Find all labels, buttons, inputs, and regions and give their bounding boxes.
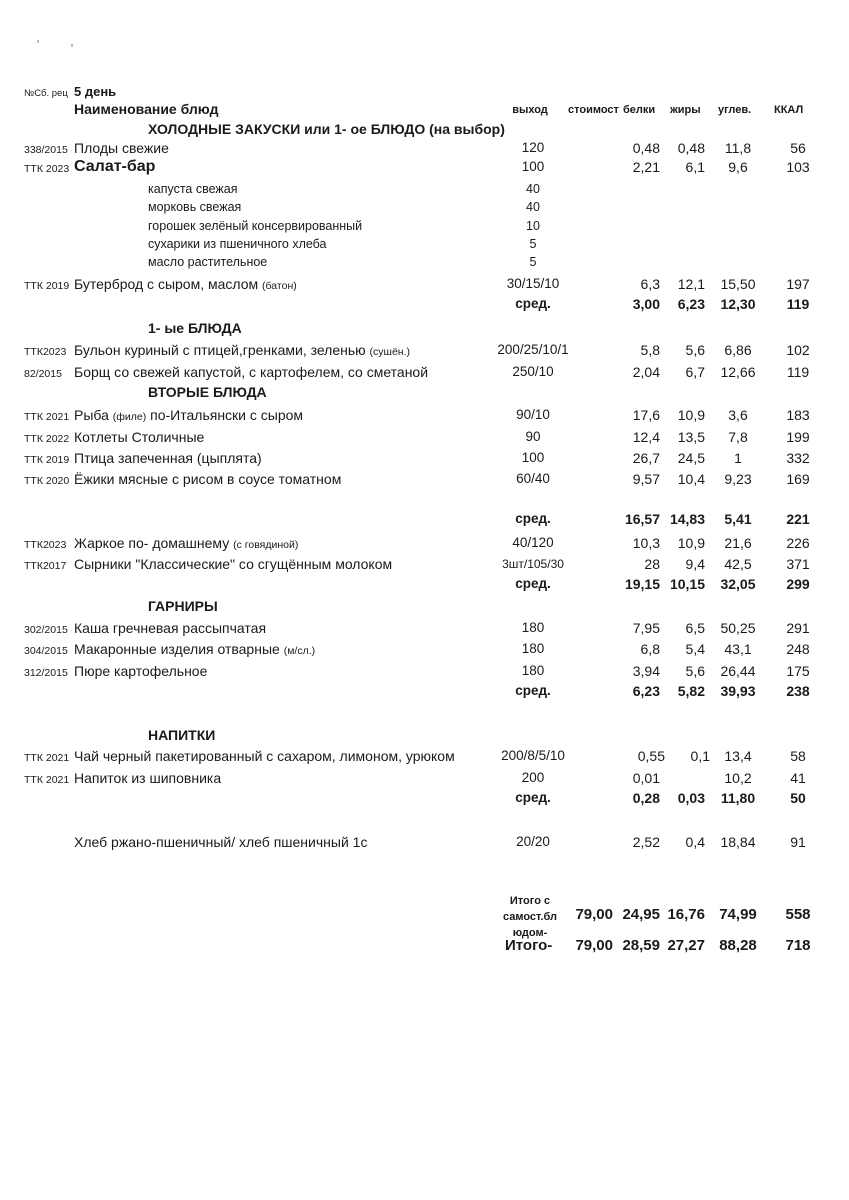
kcal-value: 103 — [786, 159, 810, 175]
dish-output: 100 — [521, 450, 545, 465]
fat-value: 27,27 — [667, 937, 705, 954]
carbs-value: 1 — [734, 450, 742, 466]
kcal-value: 558 — [785, 906, 811, 923]
table-row — [0, 834, 849, 854]
kcal-value: 119 — [786, 296, 810, 312]
dish-name: Салат-бар — [74, 158, 156, 175]
total-row — [0, 937, 849, 957]
protein-value: 17,6 — [632, 407, 660, 423]
table-row — [0, 140, 849, 160]
recipe-code: ТТК2017 — [24, 560, 67, 572]
dish-output: 20/20 — [516, 834, 550, 849]
carbs-value: 11,8 — [724, 140, 752, 156]
kcal-value: 197 — [786, 276, 810, 292]
kcal-value: 332 — [786, 450, 810, 466]
dish-note: (батон) — [262, 280, 297, 292]
carbs-value: 12,30 — [720, 296, 756, 312]
dish-name: Птица запеченная (цыплята) — [74, 450, 262, 466]
ingredient-name: капуста свежая — [148, 182, 238, 196]
table-row — [0, 620, 849, 640]
average-row — [0, 296, 849, 316]
ingredient-name: горошек зелёный консервированный — [148, 219, 363, 233]
recipe-code: ТТК2023 — [24, 346, 67, 358]
carbs-value: 10,2 — [724, 770, 752, 786]
ingredient-row — [0, 182, 849, 202]
kcal-value: 299 — [786, 576, 810, 592]
dish-output: 40/120 — [512, 535, 554, 550]
protein-value: 10,3 — [632, 535, 660, 551]
dish-output: 180 — [521, 641, 545, 656]
dish-name: Напиток из шиповника — [74, 770, 222, 786]
dish-output: 180 — [521, 620, 545, 635]
section-cold — [0, 121, 849, 141]
cost-value: 79,00 — [575, 906, 613, 923]
fat-value: 10,9 — [677, 407, 705, 423]
recipe-code: 302/2015 — [24, 624, 68, 636]
section-first — [0, 320, 849, 340]
col-cost-header: стоимост — [568, 104, 619, 116]
dish-note: (сушён.) — [369, 346, 411, 358]
recipe-code: 338/2015 — [24, 144, 68, 156]
carbs-value: 9,23 — [724, 471, 752, 487]
dish-name-text: Рыба — [74, 407, 109, 423]
dish-note: (м/сл.) — [283, 645, 316, 657]
table-row — [0, 641, 849, 661]
recipe-code: ТТК 2021 — [24, 752, 70, 764]
fat-value: 6,5 — [685, 620, 705, 636]
fat-value: 16,76 — [667, 906, 705, 923]
subtotal-label-line: Итого с — [509, 895, 551, 907]
carbs-value: 32,05 — [720, 576, 756, 592]
dish-name: Ёжики мясные с рисом в соусе томатном — [74, 471, 342, 487]
recipe-code: 82/2015 — [24, 368, 62, 380]
kcal-value: 291 — [786, 620, 810, 636]
scan-speck — [37, 40, 39, 43]
protein-value: 12,4 — [632, 429, 660, 445]
average-label: сред. — [515, 296, 551, 311]
kcal-value: 199 — [786, 429, 810, 445]
carbs-value: 13,4 — [724, 748, 752, 764]
table-row — [0, 770, 849, 790]
kcal-value: 102 — [786, 342, 810, 358]
carbs-value: 21,6 — [724, 535, 752, 551]
fat-value: 6,23 — [677, 296, 705, 312]
kcal-value: 238 — [786, 683, 810, 699]
dish-output: 100 — [521, 159, 545, 174]
ingredient-output: 40 — [526, 182, 540, 196]
kcal-value: 226 — [786, 535, 810, 551]
table-row — [0, 471, 849, 491]
kcal-value: 718 — [785, 937, 811, 954]
carbs-value: 15,50 — [720, 276, 756, 292]
average-row — [0, 511, 849, 531]
kcal-value: 56 — [790, 140, 806, 156]
fat-value: 5,82 — [677, 683, 705, 699]
section-title: 1- ые БЛЮДА — [148, 320, 242, 336]
dish-name: Сырники "Классические" со сгущённым молоком — [74, 556, 393, 572]
dish-output: 30/15/10 — [506, 276, 560, 291]
table-row — [0, 535, 849, 555]
dish-name: Котлеты Столичные — [74, 429, 205, 445]
carbs-value: 74,99 — [719, 906, 757, 923]
ingredient-name: морковь свежая — [148, 200, 242, 214]
section-title: ГАРНИРЫ — [148, 598, 218, 614]
section-drinks — [0, 727, 849, 747]
protein-value: 5,8 — [640, 342, 660, 358]
dish-output: 90 — [525, 429, 541, 444]
table-row — [0, 429, 849, 449]
protein-value: 16,57 — [624, 511, 660, 527]
dish-note: (филе) — [112, 411, 147, 423]
dish-name-text: Бульон куриный с птицей,гренками, зеленью — [74, 342, 366, 358]
kcal-value: 183 — [786, 407, 810, 423]
protein-value: 3,94 — [632, 663, 660, 679]
dish-output: 200 — [521, 770, 545, 785]
subtotal-label-line: юдом- — [512, 927, 548, 939]
table-row — [0, 450, 849, 470]
fat-value: 14,83 — [669, 511, 705, 527]
dish-output: 200/8/5/10 — [501, 748, 565, 763]
dish-name: Каша гречневая рассыпчатая — [74, 620, 267, 636]
fat-value: 0,03 — [677, 790, 705, 806]
ingredient-row — [0, 255, 849, 275]
dish-name: Плоды свежие — [74, 140, 169, 156]
ingredient-name: сухарики из пшеничного хлеба — [148, 237, 327, 251]
section-title: ХОЛОДНЫЕ ЗАКУСКИ или 1- ое БЛЮДО (на выбор) — [148, 121, 505, 137]
table-row — [0, 342, 849, 362]
protein-value: 0,48 — [632, 140, 660, 156]
kcal-value: 119 — [786, 364, 810, 380]
average-label: сред. — [515, 790, 551, 805]
subtotal-label-line: самост.бл — [502, 911, 558, 923]
protein-value: 19,15 — [624, 576, 660, 592]
kcal-value: 371 — [786, 556, 810, 572]
kcal-value: 50 — [790, 790, 806, 806]
ingredient-output: 10 — [526, 219, 540, 233]
protein-value: 28 — [644, 556, 660, 572]
section-title: ВТОРЫЕ БЛЮДА — [148, 384, 267, 400]
col-protein-header: белки — [623, 104, 656, 116]
average-label: сред. — [515, 683, 551, 698]
dish-output: 200/25/10/1 — [497, 342, 569, 357]
carbs-value: 26,44 — [720, 663, 756, 679]
fat-value: 0,1 — [690, 748, 710, 764]
table-row — [0, 663, 849, 683]
dish-name-text: по-Итальянски с сыром — [150, 407, 304, 423]
col-name-header: Наименование блюд — [74, 101, 219, 117]
carbs-value: 88,28 — [719, 937, 757, 954]
fat-value: 10,15 — [669, 576, 705, 592]
carbs-value: 39,93 — [720, 683, 756, 699]
kcal-value: 58 — [790, 748, 806, 764]
table-row — [0, 407, 849, 427]
dish-note: (с говядиной) — [233, 539, 299, 551]
ingredient-row — [0, 200, 849, 220]
dish-name: Борщ со свежей капустой, с картофелем, со сметаной — [74, 364, 429, 380]
section-garnish — [0, 598, 849, 618]
col-carbs-header: углев. — [718, 104, 752, 116]
carbs-value: 43,1 — [724, 641, 752, 657]
subtotal-row — [0, 906, 849, 926]
col-kcal-header: ККАЛ — [774, 104, 804, 116]
table-row — [0, 748, 849, 768]
protein-value: 26,7 — [632, 450, 660, 466]
average-row — [0, 576, 849, 596]
fat-value: 0,4 — [685, 834, 705, 850]
carbs-value: 42,5 — [724, 556, 752, 572]
code-label: №Сб. рец — [24, 88, 68, 99]
average-label: сред. — [515, 576, 551, 591]
recipe-code: ТТК 2019 — [24, 454, 70, 466]
fat-value: 0,48 — [677, 140, 705, 156]
dish-output: 250/10 — [512, 364, 554, 379]
protein-value: 0,28 — [632, 790, 660, 806]
kcal-value: 248 — [786, 641, 810, 657]
protein-value: 28,59 — [622, 937, 660, 954]
fat-value: 6,1 — [685, 159, 705, 175]
dish-output: 180 — [521, 663, 545, 678]
carbs-value: 6,86 — [724, 342, 752, 358]
recipe-code: ТТК2023 — [24, 539, 67, 551]
dish-name-text: Жаркое по- домашнему — [74, 535, 230, 551]
cost-value: 79,00 — [575, 937, 613, 954]
table-row — [0, 364, 849, 384]
dish-name — [74, 276, 297, 292]
protein-value: 6,8 — [640, 641, 660, 657]
section-title: НАПИТКИ — [148, 727, 216, 743]
kcal-value: 169 — [786, 471, 810, 487]
carbs-value: 50,25 — [720, 620, 756, 636]
protein-value: 3,00 — [632, 296, 660, 312]
fat-value: 6,7 — [685, 364, 705, 380]
dish-name-text: Макаронные изделия отварные — [74, 641, 280, 657]
carbs-value: 18,84 — [720, 834, 756, 850]
protein-value: 7,95 — [632, 620, 660, 636]
protein-value: 6,3 — [640, 276, 660, 292]
table-row — [0, 159, 849, 179]
carbs-value: 11,80 — [720, 790, 756, 806]
fat-value: 5,6 — [685, 663, 705, 679]
ingredient-name: масло растительное — [148, 255, 268, 269]
protein-value: 9,57 — [632, 471, 660, 487]
col-output-header: выход — [512, 104, 548, 116]
protein-value: 0,55 — [637, 748, 665, 764]
dish-name: Пюре картофельное — [74, 663, 208, 679]
dish-name — [74, 641, 315, 657]
fat-value: 5,6 — [685, 342, 705, 358]
protein-value: 2,04 — [632, 364, 660, 380]
recipe-code: ТТК 2023 — [24, 163, 70, 175]
protein-value: 24,95 — [622, 906, 660, 923]
header-row-columns — [0, 101, 849, 121]
recipe-code: ТТК 2020 — [24, 475, 70, 487]
ingredient-output: 5 — [529, 237, 537, 251]
dish-name — [74, 342, 410, 358]
carbs-value: 5,41 — [724, 511, 752, 527]
dish-output: 60/40 — [516, 471, 550, 486]
carbs-value: 9,6 — [728, 159, 748, 175]
kcal-value: 175 — [786, 663, 810, 679]
table-row — [0, 556, 849, 576]
average-row — [0, 790, 849, 810]
fat-value: 10,4 — [677, 471, 705, 487]
dish-output: 120 — [521, 140, 545, 155]
protein-value: 6,23 — [632, 683, 660, 699]
protein-value: 2,52 — [632, 834, 660, 850]
dish-name — [74, 535, 298, 551]
recipe-code: ТТК 2019 — [24, 280, 70, 292]
kcal-value: 41 — [790, 770, 806, 786]
carbs-value: 12,66 — [720, 364, 756, 380]
dish-name-text: Бутерброд с сыром, маслом — [74, 276, 259, 292]
fat-value: 10,9 — [677, 535, 705, 551]
dish-name: Чай черный пакетированный с сахаром, лимоном, урюком — [74, 748, 455, 764]
fat-value: 24,5 — [677, 450, 705, 466]
kcal-value: 91 — [790, 834, 806, 850]
recipe-code: 304/2015 — [24, 645, 68, 657]
recipe-code: ТТК 2021 — [24, 411, 70, 423]
average-label: сред. — [515, 511, 551, 526]
recipe-code: ТТК 2021 — [24, 774, 70, 786]
protein-value: 2,21 — [632, 159, 660, 175]
scan-speck — [71, 44, 73, 47]
day-label: 5 день — [74, 84, 117, 99]
fat-value: 13,5 — [677, 429, 705, 445]
total-label: Итого- — [505, 937, 553, 954]
ingredient-row — [0, 237, 849, 257]
average-row — [0, 683, 849, 703]
ingredient-row — [0, 219, 849, 239]
table-row — [0, 276, 849, 296]
ingredient-output: 5 — [529, 255, 537, 269]
dish-output: 3шт/105/30 — [502, 557, 564, 571]
col-fat-header: жиры — [670, 104, 701, 116]
protein-value: 0,01 — [632, 770, 660, 786]
carbs-value: 3,6 — [728, 407, 748, 423]
ingredient-output: 40 — [526, 200, 540, 214]
dish-name — [74, 407, 303, 423]
section-second — [0, 384, 849, 404]
recipe-code: ТТК 2022 — [24, 433, 70, 445]
carbs-value: 7,8 — [728, 429, 748, 445]
kcal-value: 221 — [786, 511, 810, 527]
fat-value: 12,1 — [677, 276, 705, 292]
fat-value: 5,4 — [685, 641, 705, 657]
recipe-code: 312/2015 — [24, 667, 68, 679]
dish-output: 90/10 — [516, 407, 550, 422]
fat-value: 9,4 — [685, 556, 705, 572]
dish-name: Хлеб ржано-пшеничный/ хлеб пшеничный 1с — [74, 834, 368, 850]
